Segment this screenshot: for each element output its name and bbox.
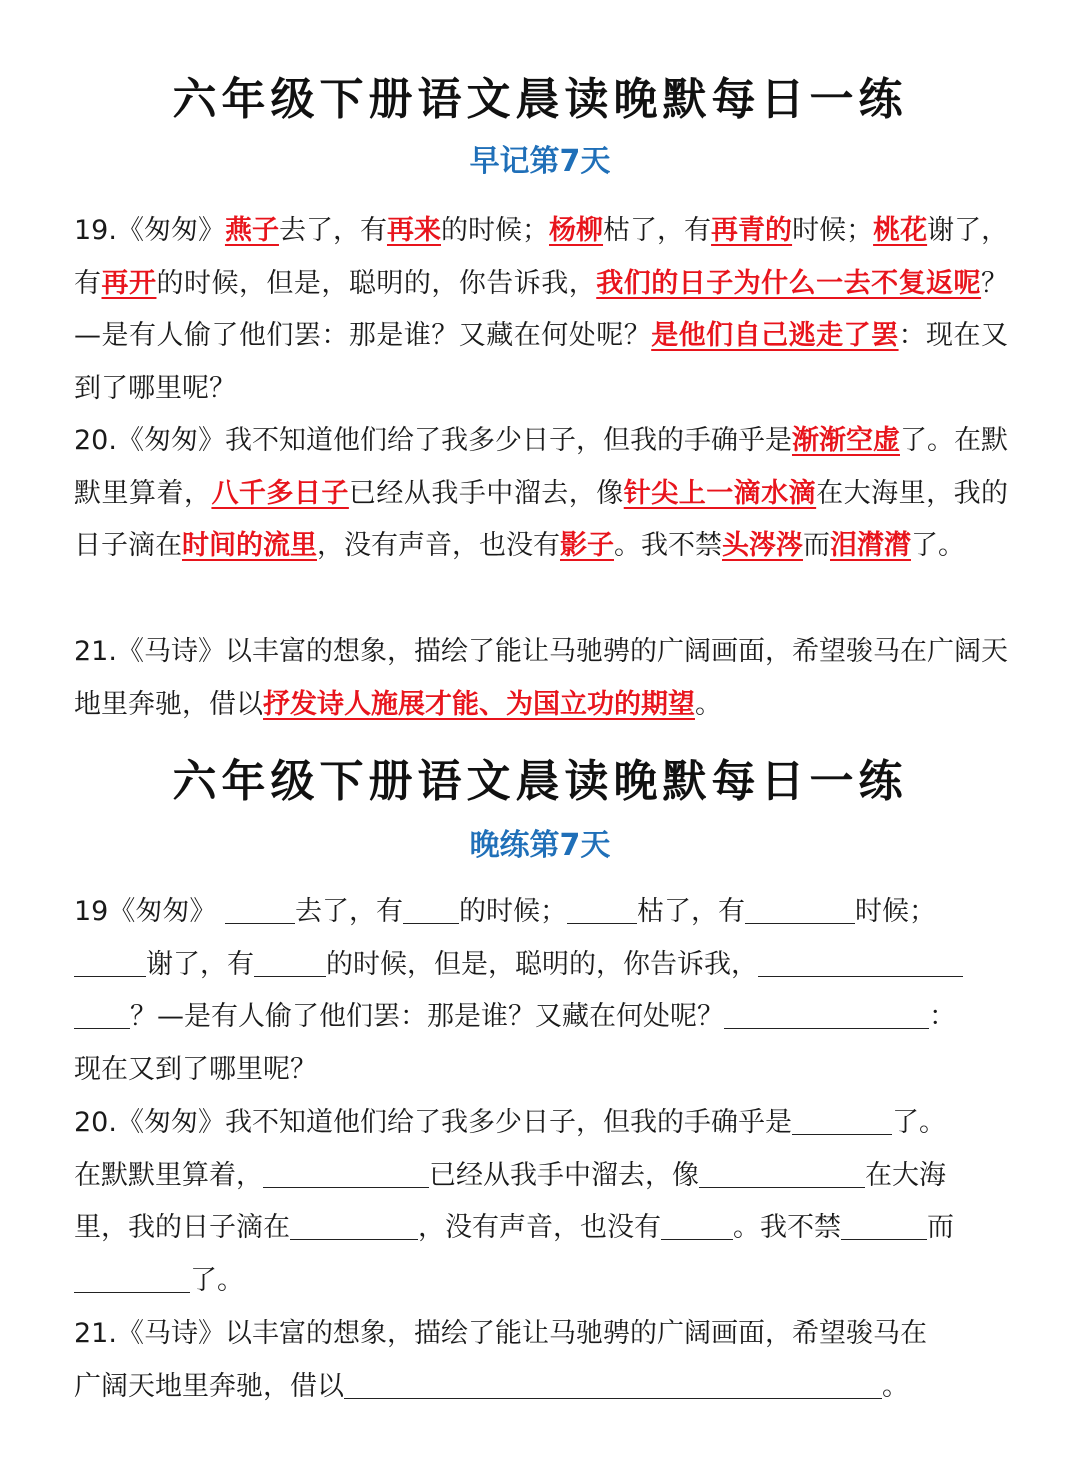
text: 去了，有 xyxy=(278,215,387,246)
text: 在默默里算着， xyxy=(74,1159,263,1191)
fill-blank[interactable] xyxy=(841,1209,927,1240)
answer-keyword: 头涔涔 xyxy=(722,530,803,561)
answer-keyword: 桃花 xyxy=(873,215,928,246)
text: 的时候； xyxy=(441,215,550,246)
morning-item-20 xyxy=(74,415,1008,573)
text: 枯了，有 xyxy=(636,896,745,927)
fill-blank[interactable] xyxy=(344,1368,882,1399)
fill-blank[interactable] xyxy=(661,1209,733,1240)
text: ： xyxy=(929,1001,956,1032)
text: 时候； xyxy=(854,896,936,927)
fill-blank[interactable] xyxy=(745,893,855,924)
answer-keyword: 渐渐空虚 xyxy=(791,425,900,456)
fill-blank[interactable] xyxy=(290,1209,418,1240)
text: 现在又到了哪里呢？ xyxy=(74,1053,317,1085)
text: 。我不禁 xyxy=(614,530,722,561)
text: 谢了，有 xyxy=(146,948,254,980)
fill-blank[interactable] xyxy=(699,1157,865,1188)
text: 了。在默默里算着， xyxy=(74,425,1009,509)
answer-keyword: 时间的流里 xyxy=(182,530,317,561)
text: 谢了，有 xyxy=(74,215,1009,299)
fill-blank[interactable] xyxy=(403,893,459,924)
text: 19《匆匆》 xyxy=(74,896,217,927)
answer-keyword: 影子 xyxy=(560,530,614,561)
text: ？—是有人偷了他们罢：那是谁？又藏在何处呢？ xyxy=(74,267,1009,351)
morning-title: 六年级下册语文晨读晚默每日一练 xyxy=(172,74,908,125)
text: 广阔天地里奔驰，借以 xyxy=(74,1370,344,1402)
text: ，没有声音，也没有 xyxy=(317,530,560,561)
text: 的时候，但是，聪明的，你告诉我， xyxy=(156,267,597,299)
answer-keyword: 再青的 xyxy=(711,215,793,246)
text: 枯了，有 xyxy=(603,215,712,246)
text: 里，我的日子滴在 xyxy=(74,1212,290,1243)
text: 21.《马诗》以丰富的想象，描绘了能让马驰骋的广阔画面，希望骏马在广阔天地里奔驰，借以 xyxy=(74,636,1008,720)
fill-blank[interactable] xyxy=(724,998,929,1029)
text: 。 xyxy=(695,688,722,720)
text: ：现在又到了哪里呢？ xyxy=(74,320,1009,404)
text: 时候； xyxy=(792,215,874,246)
text: 在大海 xyxy=(865,1159,946,1191)
evening-item-19 xyxy=(74,886,1008,1096)
text: 了。 xyxy=(911,530,965,561)
fill-blank[interactable] xyxy=(225,893,295,924)
fill-blank[interactable] xyxy=(74,998,130,1029)
evening-item-21 xyxy=(74,1308,1008,1413)
text: 21.《马诗》以丰富的想象，描绘了能让马驰骋的广阔画面，希望骏马在 xyxy=(74,1318,927,1349)
text: 20.《匆匆》我不知道他们给了我多少日子，但我的手确乎是 xyxy=(74,1107,792,1138)
text: 了。 xyxy=(190,1264,244,1296)
fill-blank[interactable] xyxy=(74,1262,190,1293)
text: 在大海里，我的日子滴在 xyxy=(74,477,1009,561)
fill-blank[interactable] xyxy=(758,946,963,977)
evening-title: 六年级下册语文晨读晚默每日一练 xyxy=(172,756,908,807)
answer-keyword: 燕子 xyxy=(224,215,279,246)
text: 。我不禁 xyxy=(733,1212,841,1243)
morning-subtitle: 早记第7天 xyxy=(469,144,611,179)
evening-item-20 xyxy=(74,1097,1008,1307)
text: 而 xyxy=(803,530,830,561)
text: 20.《匆匆》我不知道他们给了我多少日子，但我的手确乎是 xyxy=(74,425,792,456)
evening-subtitle: 晚练第7天 xyxy=(469,828,611,863)
answer-keyword: 抒发诗人施展才能、为国立功的期望 xyxy=(263,688,695,720)
answer-keyword: 是他们自己逃走了罢 xyxy=(651,320,899,351)
answer-keyword: 再来 xyxy=(386,215,441,246)
text: 。 xyxy=(882,1370,909,1402)
text: 已经从我手中溜去，像 xyxy=(429,1159,699,1191)
text: 的时候； xyxy=(458,896,567,927)
text: 去了，有 xyxy=(294,896,403,927)
answer-keyword: 针尖上一滴水滴 xyxy=(623,477,817,509)
answer-keyword: 杨柳 xyxy=(549,215,604,246)
text: 的时候，但是，聪明的，你告诉我， xyxy=(326,948,758,980)
fill-blank[interactable] xyxy=(263,1157,429,1188)
fill-blank[interactable] xyxy=(254,946,326,977)
text: ，没有声音，也没有 xyxy=(418,1212,661,1243)
text: ？—是有人偷了他们罢：那是谁？又藏在何处呢？ xyxy=(130,1001,724,1032)
fill-blank[interactable] xyxy=(792,1104,892,1135)
morning-item-19 xyxy=(74,205,1008,415)
text: 已经从我手中溜去，像 xyxy=(348,477,624,509)
text: 而 xyxy=(927,1212,954,1243)
answer-keyword: 泪潸潸 xyxy=(830,530,911,561)
fill-blank[interactable] xyxy=(74,946,146,977)
answer-keyword: 八千多日子 xyxy=(211,477,349,509)
text: 19.《匆匆》 xyxy=(74,215,225,246)
text: 了。 xyxy=(891,1107,946,1138)
answer-keyword: 我们的日子为什么一去不复返呢 xyxy=(596,267,982,299)
morning-item-21 xyxy=(74,626,1008,731)
fill-blank[interactable] xyxy=(567,893,637,924)
answer-keyword: 再开 xyxy=(101,267,157,299)
